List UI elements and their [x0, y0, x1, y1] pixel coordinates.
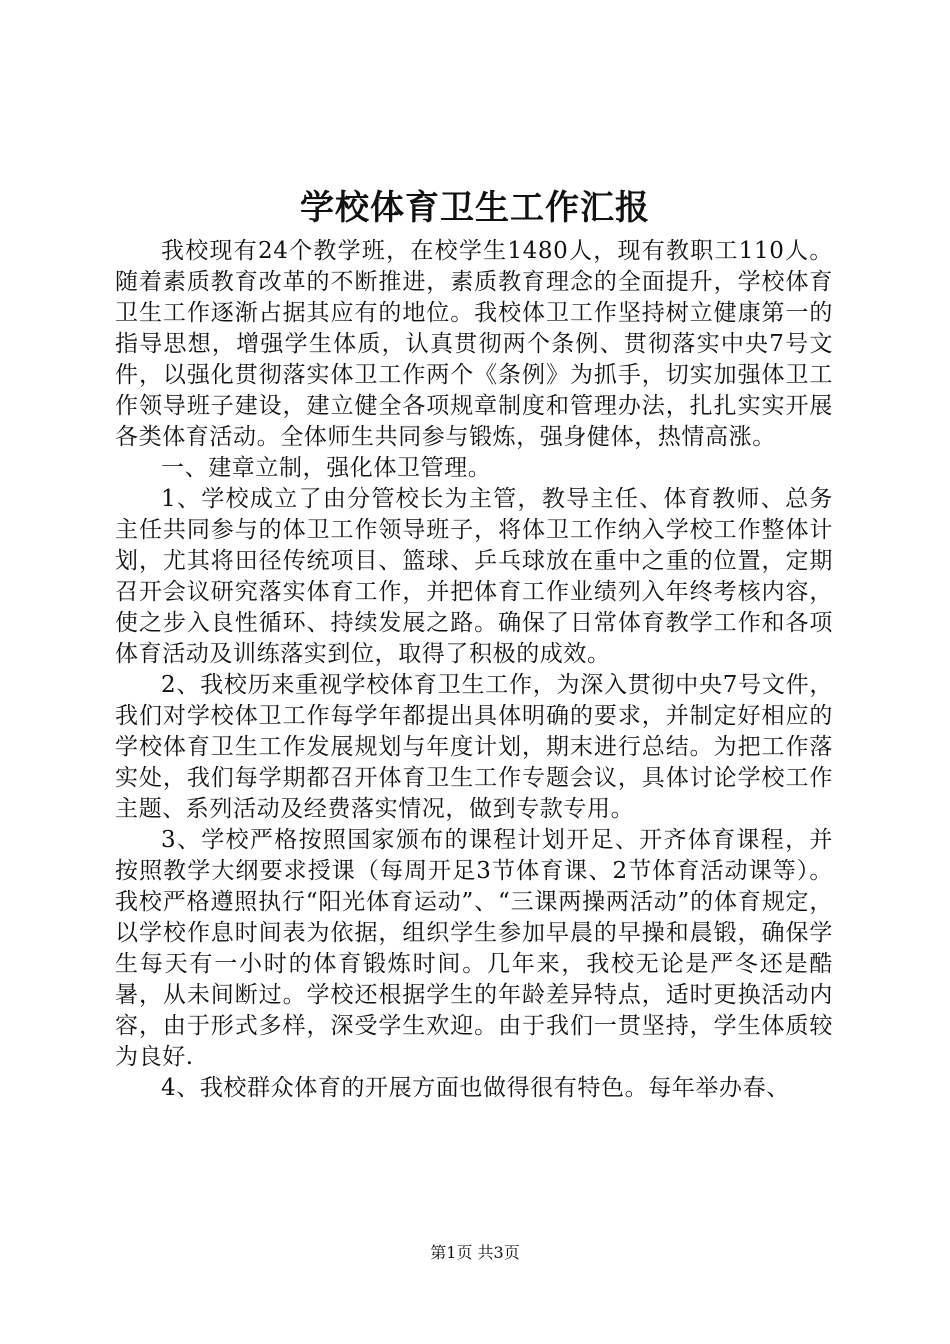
- paragraph-item-2: 2、我校历来重视学校体育卫生工作，为深入贯彻中央7号文件，我们对学校体卫工作每学年都提出具体明确的要求，并制定好相应的学校体育卫生工作发展规划与年度计划，期末进行总结。为把工作落实处，我们每学期都召开体育卫生工作专题会议，具体讨论学校工作主题、系列活动及经费落实情况，做到专款专用。: [115, 672, 833, 822]
- section-heading-1: 一、建章立制，强化体卫管理。: [161, 455, 492, 481]
- page-number-footer: 第1页 共3页: [430, 1243, 520, 1262]
- paragraph-item-1: 1、学校成立了由分管校长为主管，教导主任、体育教师、总务主任共同参与的体卫工作领导班子，将体卫工作纳入学校工作整体计划，尤其将田径传统项目、篮球、乒乓球放在重中之重的位置，定期召开会议研究落实体育工作，并把体育工作业绩列入年终考核内容，使之步入良性循环、持续发展之路。确保了日常体育教学工作和各项体育活动及训练落实到位，取得了积极的成效。: [115, 486, 833, 667]
- paragraph-item-3: 3、学校严格按照国家颁布的课程计划开足、开齐体育课程，并按照教学大纲要求授课（每周开足3节体育课、2节体育活动课等）。我校严格遵照执行“阳光体育运动”、“三课两操两活动”的体育规定，以学校作息时间表为依据，组织学生参加早晨的早操和晨锻，确保学生每天有一小时的体育锻炼时间。几年来，我校无论是严冬还是酷暑，从未间断过。学校还根据学生的年龄差异特点，适时更换活动内容，由于形式多样，深受学生欢迎。由于我们一贯坚持，学生体质较为良好.: [115, 827, 833, 1070]
- paragraph-item-4: 4、我校群众体育的开展方面也做得很有特色。每年举办春、: [161, 1075, 790, 1101]
- paragraph-intro: 我校现有24个教学班，在校学生1480人，现有教职工110人。随着素质教育改革的不断推进，素质教育理念的全面提升，学校体育卫生工作逐渐占据其应有的地位。我校体卫工作坚持树立健康第一的指导思想，增强学生体质，认真贯彻两个条例、贯彻落实中央7号文件，以强化贯彻落实体卫工作两个《条例》为抓手，切实加强体卫工作领导班子建设，建立健全各项规章制度和管理办法，扎扎实实开展各类体育活动。全体师生共同参与锻炼，强身健体，热情高涨。: [115, 238, 833, 450]
- document-title: 学校体育卫生工作汇报: [300, 188, 650, 228]
- document-body: [115, 236, 833, 1104]
